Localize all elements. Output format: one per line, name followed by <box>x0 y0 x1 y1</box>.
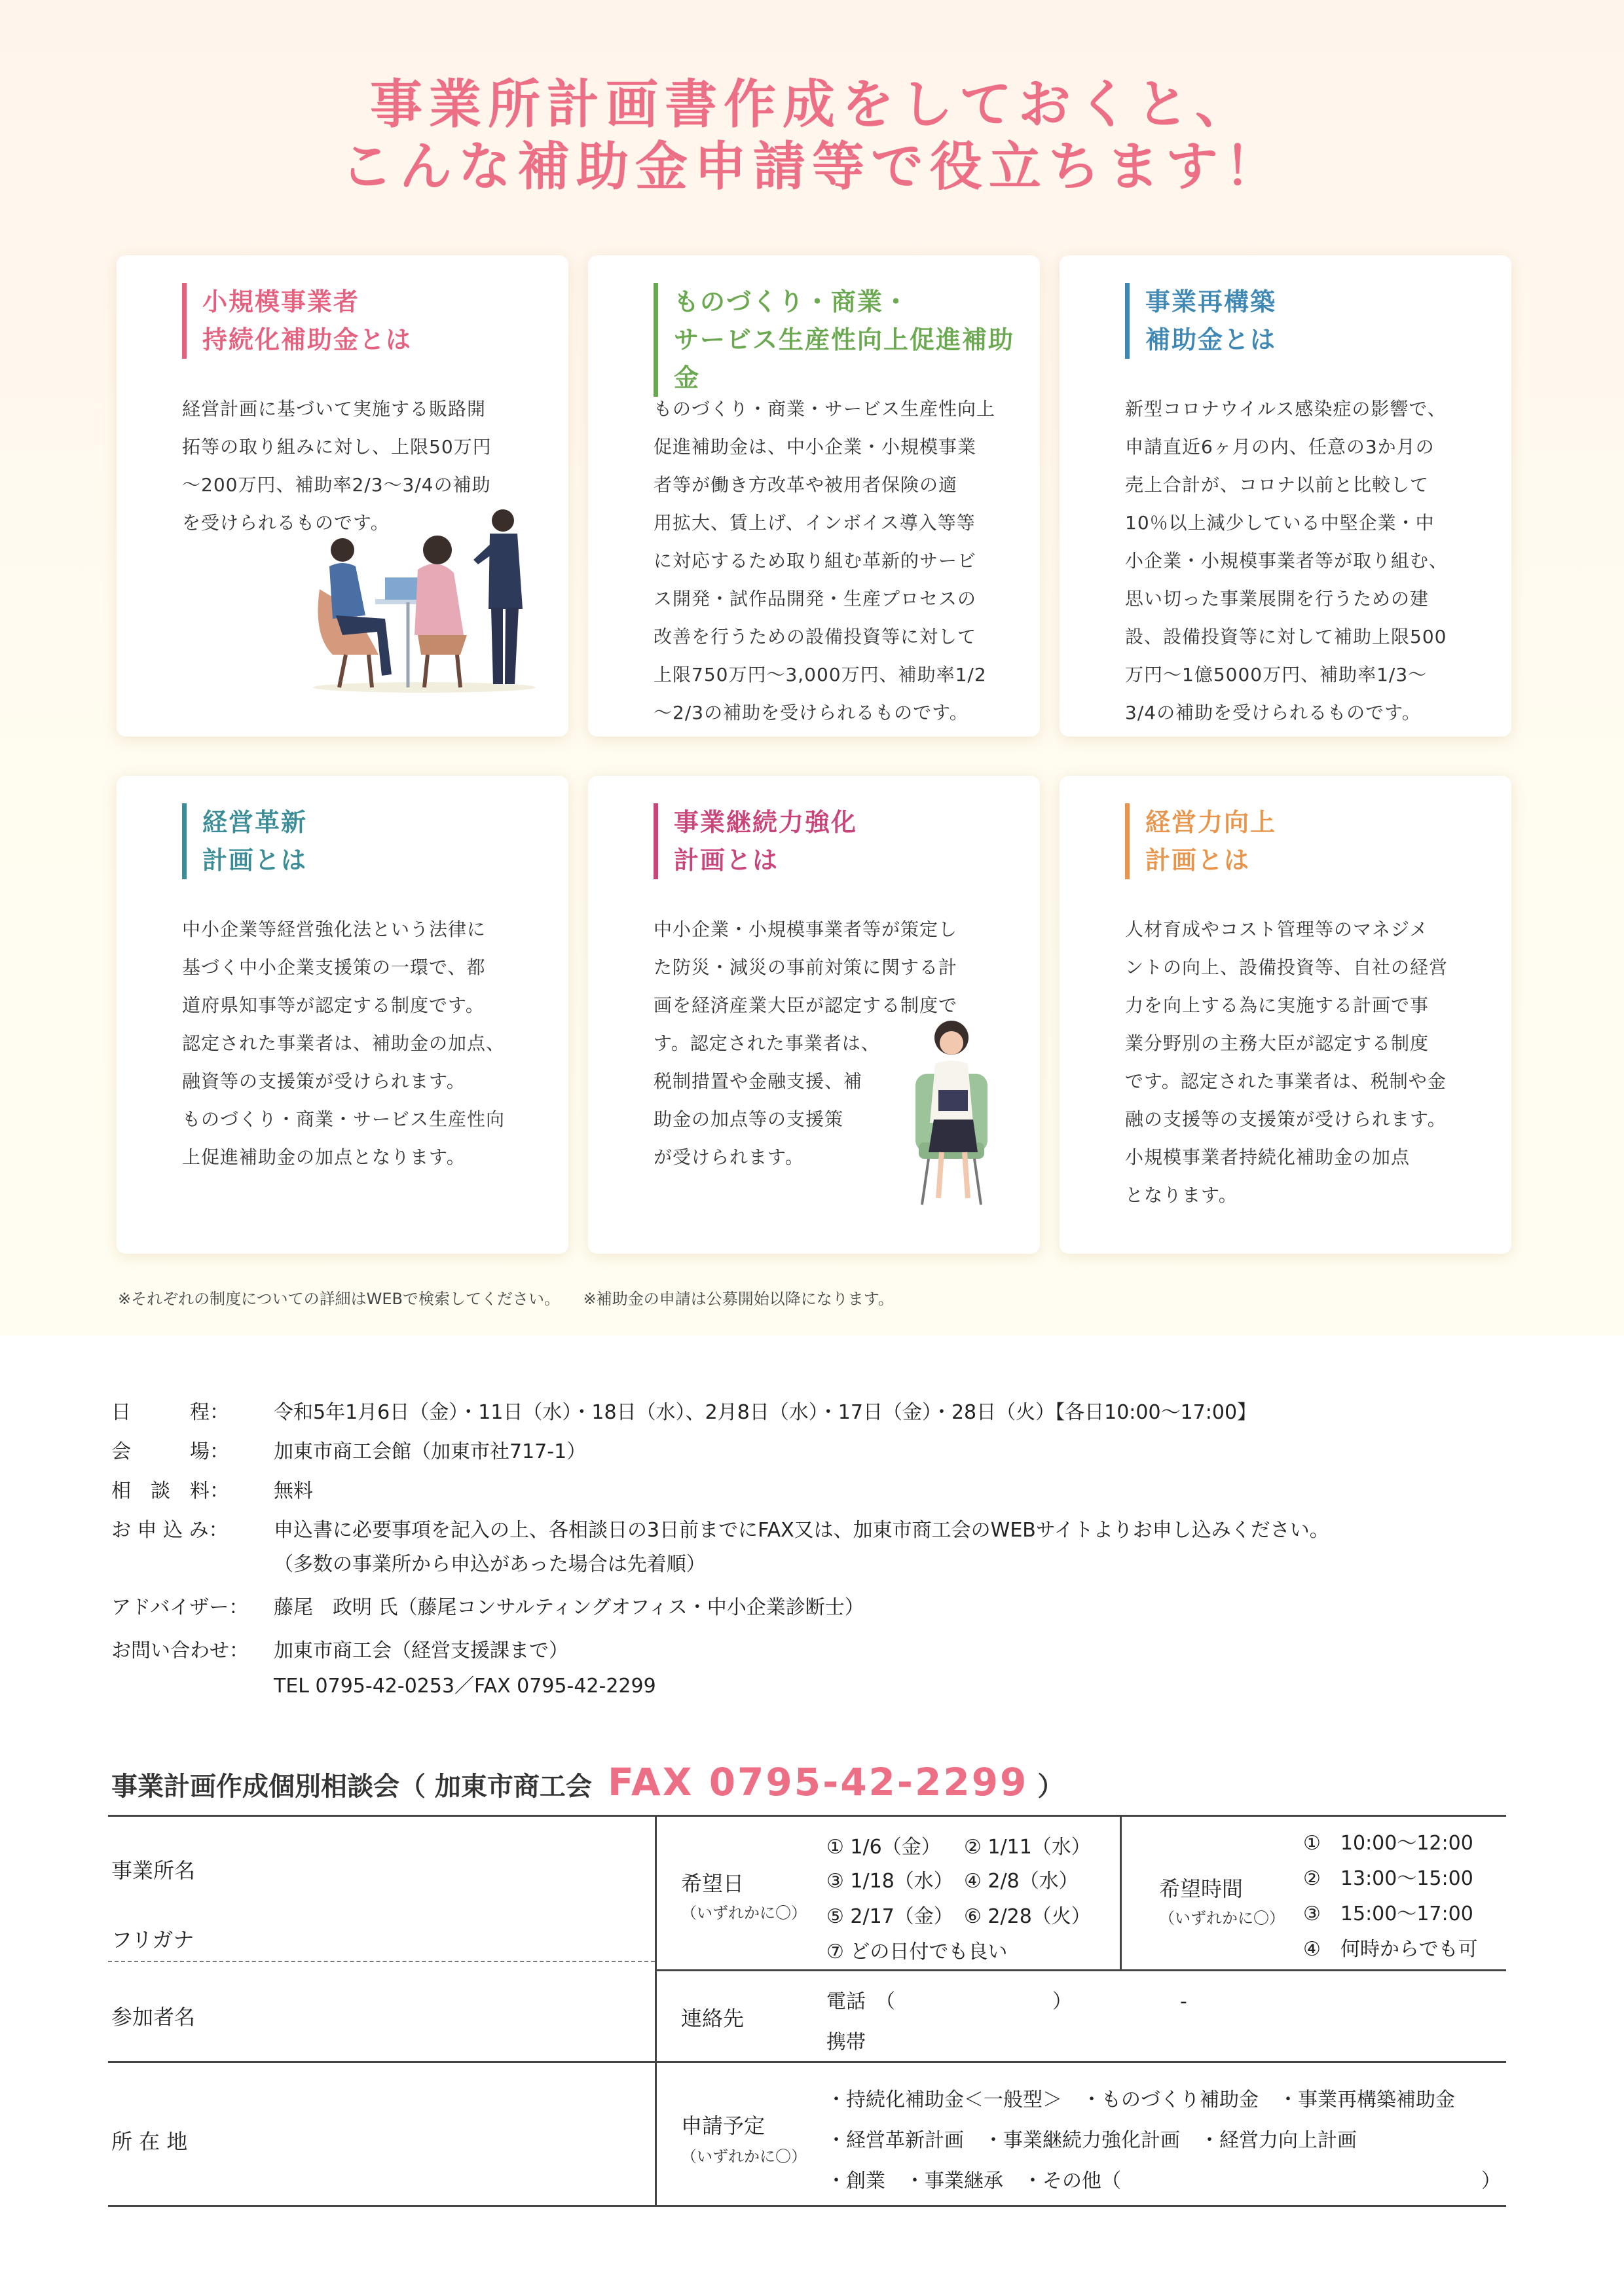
card-jizokuka <box>117 255 568 737</box>
form-border <box>655 2061 1506 2063</box>
time-option[interactable]: ④ 何時からでも可 <box>1303 1938 1478 1961</box>
form-border <box>1120 1815 1122 1969</box>
card-text: 中小企業・小規模事業者等が策定し た防災・減災の事前対策に関する計 画を経済産業大臣が認定する制度で す。認定された事業者は、 税制措置や金融支援、補 助金の加点等の支援策 が受けられます。 <box>654 919 958 1168</box>
furigana-field[interactable] <box>262 1915 642 1958</box>
date-option[interactable]: ⑥ 2/28（火） <box>964 1905 1091 1928</box>
headline-line-2: こんな補助金申請等で役立ちます！ <box>341 136 1283 197</box>
card-title: 経営力向上 計画とは <box>1125 803 1276 879</box>
address-label: 所 在 地 <box>111 2129 188 2154</box>
phone-field[interactable]: 電話 （ ） - <box>826 1990 1187 2013</box>
card-monozukuri <box>588 255 1040 737</box>
woman-with-tablet-illustration-icon <box>902 1011 1001 1208</box>
card-title: 事業継続力強化 計画とは <box>654 803 857 879</box>
contact-label: 連絡先 <box>681 2006 745 2031</box>
form-divider <box>108 1961 655 1962</box>
meeting-illustration-icon <box>306 504 542 694</box>
card-saikochiku <box>1060 255 1511 737</box>
time-option[interactable]: ① 10:00〜12:00 <box>1303 1832 1473 1855</box>
card-text: 人材育成やコスト管理等のマネジメ ントの向上、設備投資等、自社の経営 力を向上する為に実施する計画で事 業分野別の主務大臣が認定する制度 です。認定された事業者は、税制や金 融の支援等の支援策が受けられます。 小規模事業者持続化補助金の加点 となります。 <box>1125 919 1449 1206</box>
date-option[interactable]: ③ 1/18（水） <box>826 1870 953 1893</box>
card-keiei-kakushin <box>117 776 568 1254</box>
office-name-field[interactable] <box>262 1833 642 1905</box>
time-label: 希望時間 <box>1159 1876 1244 1901</box>
form-border <box>655 1969 1506 1971</box>
participant-field[interactable] <box>262 1971 642 2056</box>
card-text: 新型コロナウイルス感染症の影響で、 申請直近6ヶ月の内、任意の3か月の 売上合計が、コロナ以前と比較して 10％以上減少している中堅企業・中 小企業・小規模事業者等が取り組む、 思い切った事業展開を行うための建 設、設備投資等に対して補助上限500 万円〜1億5000万円、補助率1/3〜 3/4の補助を受けられるものです。 <box>1125 398 1449 723</box>
date-option[interactable]: ① 1/6（金） <box>826 1836 941 1859</box>
plan-other-close: ） <box>1481 2170 1501 2193</box>
date-label: 希望日 <box>681 1871 745 1896</box>
participant-label: 参加者名 <box>111 2005 196 2030</box>
office-name-label: 事業所名 <box>111 1858 196 1883</box>
plan-sub: （いずれかに〇） <box>681 2147 807 2166</box>
notes: ※それぞれの制度についての詳細はWEBで検索してください。 ※補助金の申請は公募開始以降になります。 <box>118 1290 894 1308</box>
form-border <box>108 1815 1506 1817</box>
date-option[interactable]: ⑦ どの日付でも良い <box>826 1941 1008 1963</box>
fax-number: FAX 0795-42-2299 <box>607 1760 1029 1804</box>
headline-line-1: 事業所計画書作成をしておくと、 <box>370 74 1254 135</box>
card-text: 中小企業等経営強化法という法律に 基づく中小企業支援策の一環で、都 道府県知事等が認定する制度です。 認定された事業者は、補助金の加点、 融資等の支援策が受けられます。 ものづくり・商業・サービス生産性向 上促進補助金の加点となります。 <box>182 919 506 1168</box>
plan-options-row[interactable]: ・創業 ・事業継承 ・その他（ <box>826 2170 1121 2193</box>
time-option[interactable]: ③ 15:00〜17:00 <box>1303 1903 1473 1925</box>
form-border <box>655 1815 657 2205</box>
card-text: 経営計画に基づいて実施する販路開 拓等の取り組みに対し、上限50万円 〜200万円、補助率2/3〜3/4の補助 を受けられるものです。 <box>182 398 492 534</box>
card-title: 小規模事業者 持続化補助金とは <box>182 283 412 359</box>
date-option[interactable]: ⑤ 2/17（金） <box>826 1905 953 1928</box>
date-sub: （いずれかに〇） <box>681 1904 807 1922</box>
plan-options-row[interactable]: ・経営革新計画 ・事業継続力強化計画 ・経営力向上計画 <box>826 2129 1357 2152</box>
date-option[interactable]: ② 1/11（水） <box>964 1836 1091 1859</box>
mobile-field[interactable]: 携帯 <box>826 2031 866 2054</box>
plan-label: 申請予定 <box>681 2113 766 2138</box>
card-text: ものづくり・商業・サービス生産性向上 促進補助金は、中小企業・小規模事業 者等が働き方改革や被用者保険の適 用拡大、賃上げ、インボイス導入等等 に対応するため取り組む革新的サービ ス開発・試作品開発・生産プロセスの 改善を行うための設備投資等に対して 上限750万円〜3,000万円、補助率1/2 〜2/3の補助を受けられるものです。 <box>654 398 996 723</box>
plan-options-row[interactable]: ・持続化補助金＜一般型＞ ・ものづくり補助金 ・事業再構築補助金 <box>826 2088 1455 2111</box>
card-title: ものづくり・商業・ サービス生産性向上促進補助金 <box>654 283 1040 397</box>
form-title: 事業計画作成個別相談会（ 加東市商工会 FAX 0795-42-2299 ） <box>111 1760 1064 1804</box>
form-border <box>108 2205 1506 2207</box>
address-field[interactable] <box>262 2069 642 2200</box>
card-keieiryoku-kojo <box>1060 776 1511 1254</box>
time-option[interactable]: ② 13:00〜15:00 <box>1303 1867 1473 1890</box>
date-option[interactable]: ④ 2/8（水） <box>964 1870 1079 1893</box>
card-title: 経営革新 計画とは <box>182 803 307 879</box>
time-sub: （いずれかに〇） <box>1159 1909 1285 1927</box>
furigana-label: フリガナ <box>111 1927 194 1952</box>
card-jigyo-keizoku <box>588 776 1040 1254</box>
card-title: 事業再構築 補助金とは <box>1125 283 1276 359</box>
